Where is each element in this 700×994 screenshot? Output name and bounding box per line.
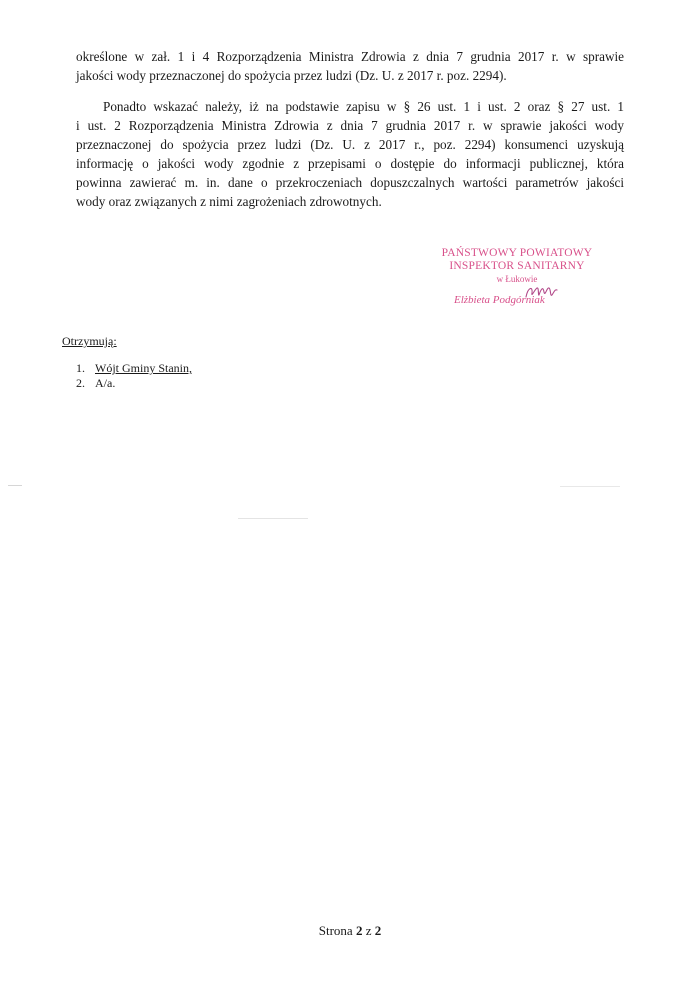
scan-artifact: [8, 485, 22, 486]
scan-artifact: [238, 518, 308, 519]
paragraph-consumer-information: [76, 97, 624, 211]
recipients-list: [76, 361, 192, 391]
stamp-line-location: w Łukowie: [496, 274, 538, 284]
list-item-number: 1.: [76, 361, 85, 375]
page-number-separator: z: [365, 923, 372, 938]
text-line: powinna zawierać m. in. dane o przekroczeniach dopuszczalnych wartości parametrów jakości: [76, 175, 624, 190]
page-number-current: 2: [355, 923, 363, 938]
paragraph-regulation-reference: [76, 47, 624, 85]
stamp-line-office: PAŃSTWOWY POWIATOWY: [441, 247, 593, 259]
text-line: określone w zał. 1 i 4 Rozporządzenia Ministra Zdrowia z dnia 7 grudnia 2017 r. w sprawie: [76, 49, 624, 64]
page-number: [0, 923, 700, 939]
stamp-signatory-name: Elżbieta Podgórniak: [454, 294, 545, 306]
text-line: wody oraz związanych z nimi zagrożeniach zdrowotnych.: [76, 194, 382, 209]
list-item-text: Wójt Gminy Stanin,: [95, 361, 192, 375]
text-line: przeznaczonej do spożycia przez ludzi (Dz. U. z 2017 r., poz. 2294) konsumenci uzyskują: [76, 137, 624, 152]
page-number-total: 2: [374, 923, 382, 938]
recipients-heading: Otrzymują:: [62, 334, 117, 348]
list-item: [76, 361, 192, 376]
list-item: [76, 376, 192, 391]
text-line: i ust. 2 Rozporządzenia Ministra Zdrowia z dnia 7 grudnia 2017 r. w sprawie jakości wody: [76, 118, 624, 133]
list-item-number: 2.: [76, 376, 85, 390]
stamp-line-title: INSPEKTOR SANITARNY: [449, 260, 585, 272]
scan-artifact: [560, 486, 620, 487]
handwritten-signature: [524, 283, 558, 303]
official-stamp: [432, 247, 602, 308]
list-item-text: A/a.: [95, 376, 116, 390]
text-line: jakości wody przeznaczonej do spożycia przez ludzi (Dz. U. z 2017 r. poz. 2294).: [76, 68, 507, 83]
page-number-label: Strona: [318, 923, 353, 938]
text-line: informację o jakości wody zgodnie z przepisami o dostępie do informacji publicznej, która: [76, 156, 624, 171]
text-line: Ponadto wskazać należy, iż na podstawie zapisu w § 26 ust. 1 i ust. 2 oraz § 27 ust. 1: [103, 99, 624, 114]
